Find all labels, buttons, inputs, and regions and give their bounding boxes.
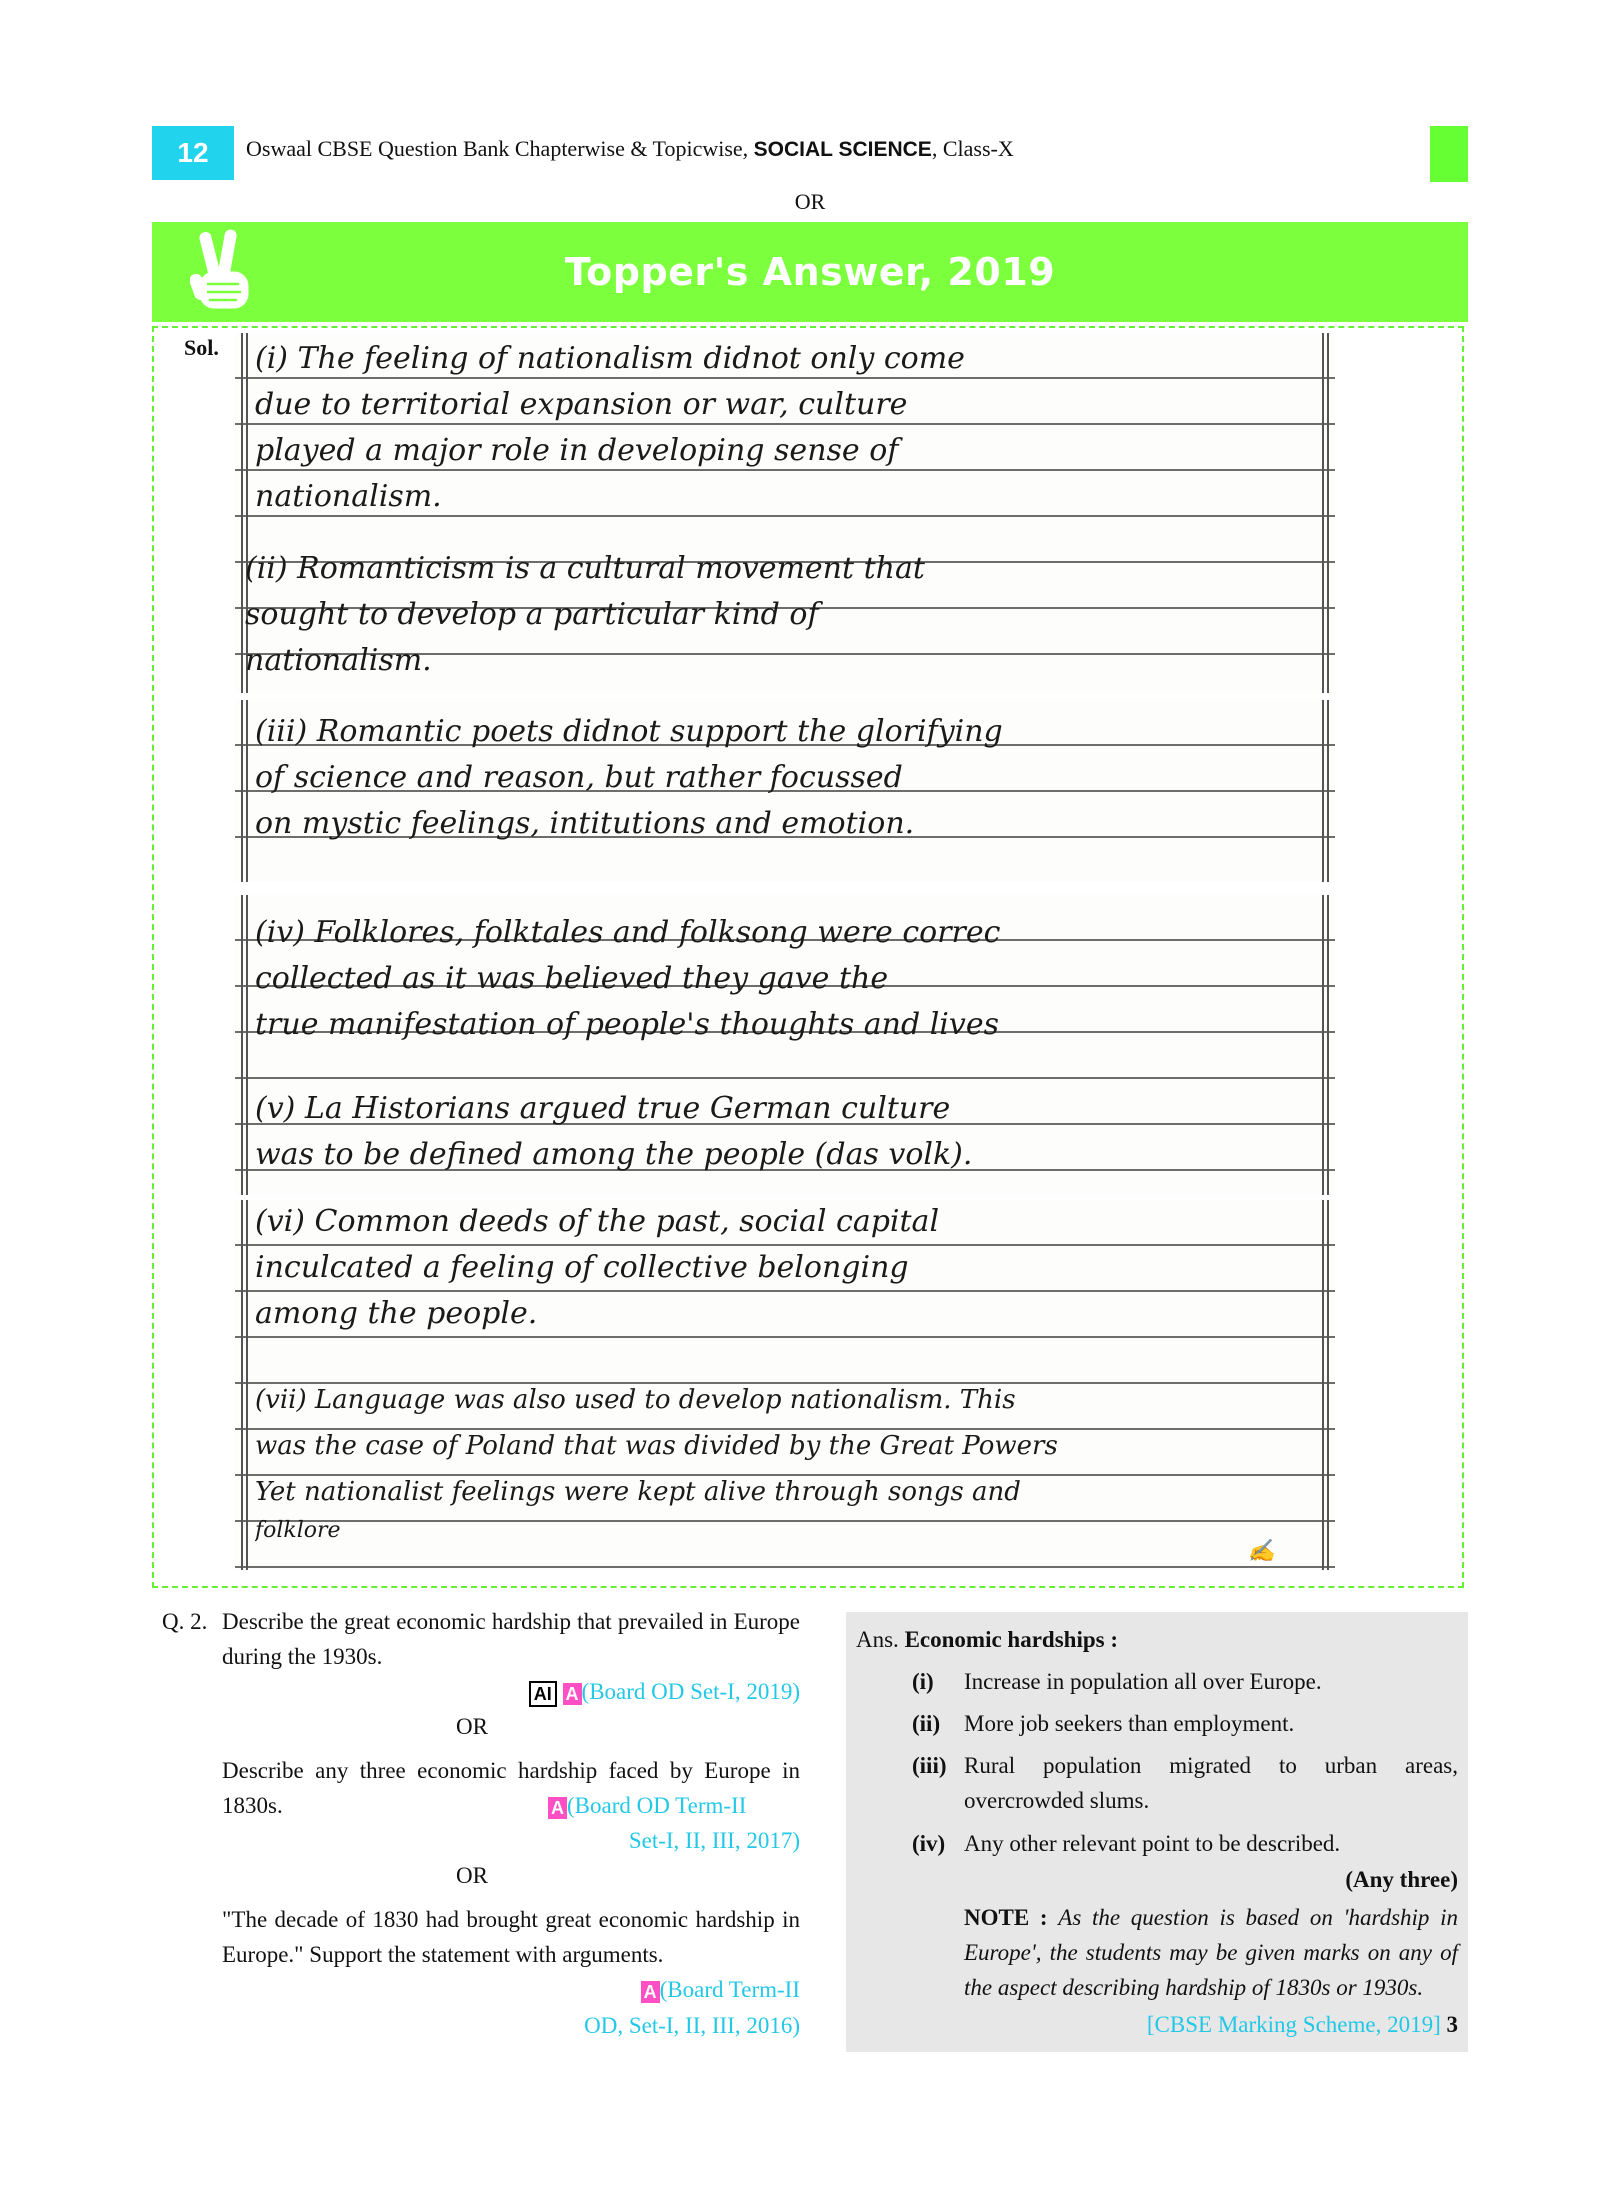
solution-label: Sol. (184, 335, 219, 360)
answer-item-text: Increase in population all over Europe. (964, 1669, 1322, 1694)
handwritten-line: collected as it was believed they gave the (255, 961, 889, 996)
answer-heading-text: Economic hardships : (904, 1627, 1118, 1652)
page-number: 12 (152, 126, 234, 180)
handwritten-line: (vi) Common deeds of the past, social capital (255, 1204, 940, 1239)
handwritten-point-4 (255, 913, 1315, 1051)
marking-note (964, 1900, 1458, 2005)
handwritten-line: (v) La Historians argued true German culture (255, 1091, 951, 1126)
running-head-class: , Class-X (931, 136, 1014, 161)
a-tag: A (548, 1797, 567, 1819)
source-2b: Set-I, II, III, 2017) (628, 1828, 800, 1853)
handwritten-point-7 (255, 1380, 1315, 1548)
source-1: (Board OD Set-I, 2019) (581, 1679, 800, 1704)
question-source-2 (548, 1788, 800, 1823)
a-tag: A (563, 1683, 582, 1705)
question-text-2: Describe any three economic hardship faced by Europe in 1830s. (222, 1758, 800, 1818)
handwritten-line: (i) The feeling of nationalism didnot only come (255, 341, 965, 376)
source-2a: (Board OD Term-II (567, 1793, 747, 1818)
marking-scheme-source: [CBSE Marking Scheme, 2019] (1146, 2012, 1441, 2037)
handwritten-line: of science and reason, but rather focussed (255, 760, 903, 795)
or-divider: OR (794, 189, 826, 214)
handwritten-line: was to be defined among the people (das volk). (255, 1137, 973, 1172)
handwritten-point-2 (245, 549, 1315, 687)
answer-item-num: (ii) (912, 1711, 941, 1736)
ai-tag: AI (529, 1681, 557, 1707)
handwritten-line: (iii) Romantic poets didnot support the glorifying (255, 714, 1003, 749)
answer-item-text: More job seekers than employment. (964, 1711, 1295, 1736)
handwritten-line: (ii) Romanticism is a cultural movement that (245, 551, 925, 586)
answer-heading (856, 1622, 1118, 1657)
handwritten-line: (vii) Language was also used to develop nationalism. This (255, 1385, 1016, 1415)
answer-sheet-2 (235, 700, 1335, 882)
source-3b: OD, Set-I, II, III, 2016) (584, 2013, 800, 2038)
marks: 3 (1446, 2012, 1458, 2037)
handwritten-point-1 (255, 339, 1315, 523)
handwritten-line: on mystic feelings, intitutions and emotion. (255, 806, 915, 841)
answer-item-text: Rural population migrated to urban areas, overcrowded slums. (964, 1753, 1458, 1813)
handwritten-line: played a major role in developing sense of (255, 433, 899, 468)
handwritten-point-6 (255, 1202, 1315, 1340)
answer-item-num: (iii) (912, 1753, 947, 1778)
handwritten-line: inculcated a feeling of collective belonging (255, 1250, 909, 1285)
running-head-subject: SOCIAL SCIENCE (753, 138, 932, 161)
answer-item-text: Any other relevant point to be described. (964, 1831, 1341, 1856)
chapter-tab (1430, 126, 1468, 182)
banner-title: Topper's Answer, 2019 (564, 250, 1056, 294)
handwritten-line: sought to develop a particular kind of (245, 597, 819, 632)
handwritten-line: among the people. (255, 1296, 538, 1331)
answer-sheet-3 (235, 895, 1335, 1195)
handwritten-point-5 (255, 1089, 1315, 1181)
answer-item-num: (iv) (912, 1831, 946, 1856)
answer-item-num: (i) (912, 1669, 934, 1694)
handwritten-line: due to territorial expansion or war, culture (255, 387, 908, 422)
source-3a: (Board Term-II (659, 1977, 800, 2002)
question-number: Q. 2. (162, 1609, 208, 1634)
or-divider: OR (456, 1714, 488, 1739)
question-text-3: "The decade of 1830 had brought great economic hardship in Europe." Support the statement with arguments. (222, 1907, 800, 1967)
any-three-label: (Any three) (1345, 1867, 1458, 1892)
handwritten-line: nationalism. (245, 643, 432, 678)
handwritten-line: was the case of Poland that was divided by the Great Powers (255, 1431, 1058, 1461)
question-text-1: Describe the great economic hardship that prevailed in Europe during the 1930s. (222, 1609, 800, 1669)
handwritten-line: Yet nationalist feelings were kept alive through songs and (255, 1477, 1021, 1507)
question-source-1 (222, 1674, 800, 1709)
examiner-initials-icon: ✍ (1247, 1538, 1275, 1564)
or-divider: OR (456, 1863, 488, 1888)
note-text: As the question is based on 'hardship in Europe', the students may be given marks on any of the aspect describing hardship of 1830s or 1930s. (964, 1905, 1459, 2000)
handwritten-line: nationalism. (255, 479, 442, 514)
answer-prefix: Ans. (856, 1627, 899, 1652)
answer-sheet-4 (235, 1200, 1335, 1570)
note-label: NOTE : (964, 1905, 1048, 1930)
question-source-3 (560, 1972, 800, 2007)
running-head-plain: Oswaal CBSE Question Bank Chapterwise & Topicwise, (246, 136, 754, 161)
answer-sheet-1 (235, 333, 1335, 693)
running-head (246, 136, 1014, 162)
handwritten-line: true manifestation of people's thoughts and lives (255, 1007, 999, 1042)
handwritten-point-3 (255, 712, 1315, 850)
handwritten-line: folklore (255, 1518, 341, 1543)
a-tag: A (641, 1981, 660, 2003)
marking-scheme-line (964, 2007, 1458, 2042)
handwritten-line: (iv) Folklores, folktales and folksong were correc (255, 915, 1001, 950)
